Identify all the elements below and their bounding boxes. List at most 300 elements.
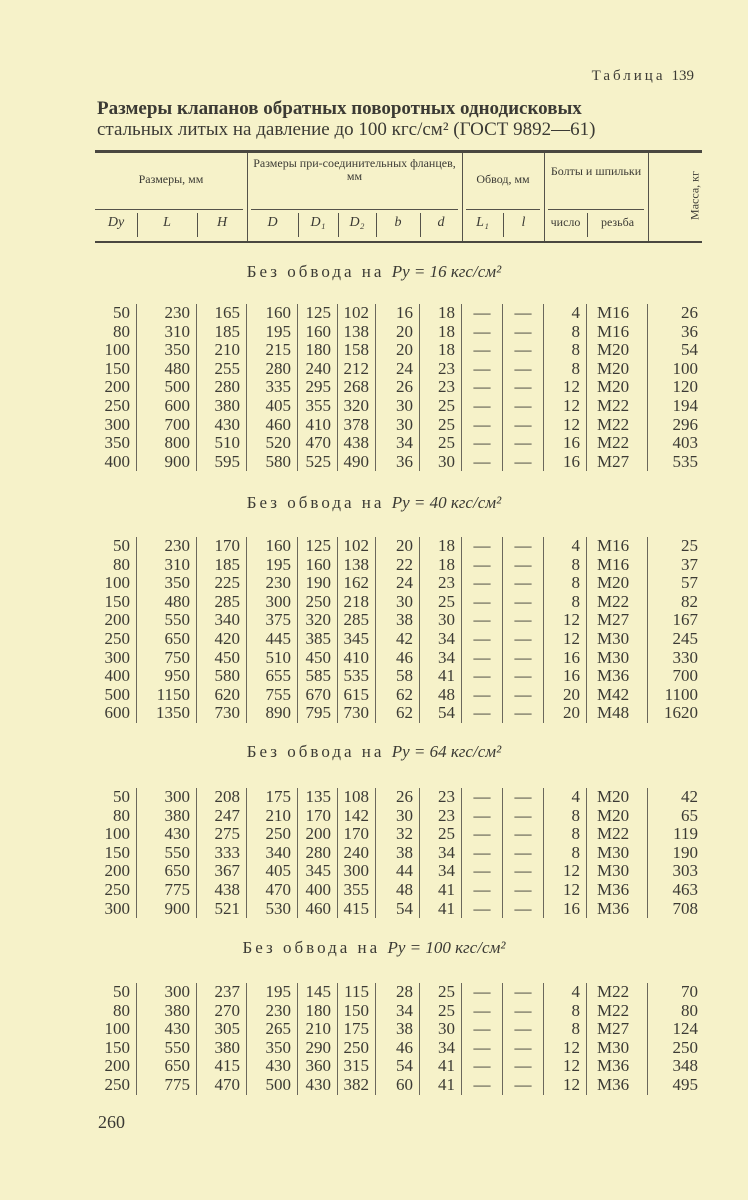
table-cell: 48: [420, 686, 462, 705]
table-cell: 12: [544, 1039, 587, 1058]
table-cell: 41: [420, 900, 462, 919]
table-cell: 16: [544, 667, 587, 686]
table-cell: 54: [376, 1057, 420, 1076]
table-cell: 350: [95, 434, 137, 453]
table-cell: 62: [376, 686, 420, 705]
table-cell: 30: [420, 1020, 462, 1039]
table-cell: 795: [298, 704, 338, 723]
table-cell: 550: [137, 1039, 197, 1058]
table-cell: —: [503, 1057, 544, 1076]
header-col: D₂: [349, 215, 365, 230]
table-cell: 900: [137, 900, 197, 919]
table-cell: 1150: [137, 686, 197, 705]
table-cell: М22: [587, 397, 648, 416]
table-cell: 600: [137, 397, 197, 416]
table-cell: 124: [672, 1019, 698, 1039]
table-cell: 180: [298, 341, 338, 360]
table-cell: —: [503, 537, 544, 556]
table-cell: 470: [298, 434, 338, 453]
table-cell: 500: [137, 378, 197, 397]
table-cell: М22: [587, 434, 648, 453]
table-cell: —: [462, 1076, 503, 1095]
table-cell: 490: [338, 453, 376, 472]
table-cell: 42: [681, 787, 698, 806]
table-cell: М36: [587, 1057, 648, 1076]
header-col: число: [550, 215, 581, 229]
table-cell: 12: [544, 416, 587, 435]
table-cell: 1350: [137, 704, 197, 723]
table-cell: 190: [298, 574, 338, 593]
table-cell: М20: [587, 360, 648, 379]
table-cell: 38: [376, 844, 420, 863]
table-cell: 430: [247, 1057, 298, 1076]
table-cell: 290: [298, 1039, 338, 1058]
table-cell: 82: [681, 591, 698, 611]
table-cell: 890: [247, 704, 298, 723]
table-cell: 41: [420, 1076, 462, 1095]
header-col: L₁: [476, 215, 489, 230]
table-cell: 215: [247, 341, 298, 360]
table-cell: —: [462, 1020, 503, 1039]
table-cell: 150: [95, 1039, 137, 1058]
table-cell: 333: [197, 844, 247, 863]
table-cell: М22: [587, 825, 648, 844]
table-cell: 180: [298, 1002, 338, 1021]
table-cell: —: [462, 1039, 503, 1058]
table-cell: М22: [587, 983, 648, 1002]
table-row: [95, 862, 702, 881]
table-cell: 135: [298, 788, 338, 807]
table-cell: 80: [95, 807, 137, 826]
table-cell: М36: [587, 1076, 648, 1095]
table-cell: 255: [197, 360, 247, 379]
table-cell: 58: [376, 667, 420, 686]
table-cell: 30: [376, 593, 420, 612]
table-cell: 120: [672, 377, 698, 397]
table-cell: 240: [298, 360, 338, 379]
table-cell: 350: [137, 574, 197, 593]
table-cell: 80: [681, 1000, 698, 1020]
table-cell: —: [503, 304, 544, 323]
table-cell: 438: [338, 434, 376, 453]
table-cell: —: [503, 900, 544, 919]
table-cell: 16: [544, 649, 587, 668]
table-cell: 340: [247, 844, 298, 863]
table-cell: 403: [672, 433, 698, 453]
table-row: [95, 1002, 702, 1021]
table-cell: 730: [338, 704, 376, 723]
table-cell: 30: [376, 807, 420, 826]
table-cell: 30: [376, 416, 420, 435]
table-cell: 25: [420, 983, 462, 1002]
table-cell: 670: [298, 686, 338, 705]
title-line-1: Размеры клапанов обратных поворотных однодисковых: [97, 98, 582, 119]
table-cell: 330: [672, 647, 698, 667]
table-row: [95, 378, 702, 397]
table-cell: 26: [376, 378, 420, 397]
table-row: [95, 537, 702, 556]
table-cell: 655: [247, 667, 298, 686]
table-cell: 8: [544, 341, 587, 360]
table-cell: М20: [587, 341, 648, 360]
table-row: [95, 844, 702, 863]
table-cell: 150: [95, 360, 137, 379]
table-cell: 20: [544, 704, 587, 723]
table-row: [95, 881, 702, 900]
table-cell: 50: [95, 304, 137, 323]
table-cell: —: [462, 360, 503, 379]
table-cell: 775: [137, 1076, 197, 1095]
table-cell: 4: [544, 983, 587, 1002]
table-cell: —: [462, 574, 503, 593]
table-cell: 138: [338, 556, 376, 575]
table-cell: —: [503, 360, 544, 379]
header-col: b: [394, 215, 402, 230]
section-title: [0, 742, 748, 762]
table-row: [95, 825, 702, 844]
table-cell: М16: [587, 556, 648, 575]
table-cell: 335: [247, 378, 298, 397]
caption-number: 139: [671, 68, 694, 84]
table-cell: 138: [338, 323, 376, 342]
table-cell: 150: [95, 593, 137, 612]
table-cell: 12: [544, 630, 587, 649]
table-cell: —: [462, 1057, 503, 1076]
table-cell: —: [503, 649, 544, 668]
header-mass: Масса, кг: [687, 171, 702, 220]
table-cell: 100: [95, 341, 137, 360]
table-cell: М22: [587, 416, 648, 435]
table-cell: 46: [376, 1039, 420, 1058]
table-row: [95, 556, 702, 575]
header-col: D₁: [310, 215, 326, 230]
table-cell: 158: [338, 341, 376, 360]
table-cell: 200: [95, 378, 137, 397]
table-cell: 250: [338, 1039, 376, 1058]
table-cell: 755: [247, 686, 298, 705]
section-rows: [95, 304, 702, 471]
table-cell: —: [503, 1039, 544, 1058]
table-row: [95, 574, 702, 593]
table-cell: 12: [544, 397, 587, 416]
header-col: d: [437, 215, 445, 230]
table-cell: М20: [587, 574, 648, 593]
section-title-text: Без обвода на: [246, 262, 385, 281]
table-cell: М30: [587, 844, 648, 863]
table-cell: 62: [376, 704, 420, 723]
table-cell: 430: [298, 1076, 338, 1095]
table-cell: —: [462, 807, 503, 826]
table-cell: 367: [197, 862, 247, 881]
table-cell: 295: [298, 378, 338, 397]
table-cell: 950: [137, 667, 197, 686]
table-cell: 38: [376, 611, 420, 630]
table-cell: 380: [137, 807, 197, 826]
table-cell: —: [462, 611, 503, 630]
table-cell: 4: [544, 788, 587, 807]
table-cell: 285: [338, 611, 376, 630]
table-cell: 162: [338, 574, 376, 593]
table-row: [95, 1020, 702, 1039]
table-cell: —: [462, 983, 503, 1002]
table-cell: 345: [338, 630, 376, 649]
table-cell: —: [503, 378, 544, 397]
table-cell: 460: [247, 416, 298, 435]
table-cell: 25: [420, 825, 462, 844]
table-cell: 24: [376, 360, 420, 379]
table-cell: 303: [672, 861, 698, 881]
table-cell: 8: [544, 574, 587, 593]
table-cell: 16: [376, 304, 420, 323]
table-cell: М20: [587, 807, 648, 826]
section-title: [0, 262, 748, 282]
table-cell: 48: [376, 881, 420, 900]
table-cell: 285: [197, 593, 247, 612]
table-cell: 194: [672, 395, 698, 415]
table-cell: 250: [95, 881, 137, 900]
table-cell: —: [503, 1002, 544, 1021]
table-cell: 400: [298, 881, 338, 900]
section-title-text: Без обвода на: [242, 938, 381, 957]
table-cell: 80: [95, 556, 137, 575]
table-cell: 160: [298, 323, 338, 342]
table-cell: 170: [298, 807, 338, 826]
section-title-text: Без обвода на: [246, 742, 385, 761]
table-cell: 420: [197, 630, 247, 649]
table-cell: 275: [197, 825, 247, 844]
table-cell: —: [462, 453, 503, 472]
table-cell: 100: [95, 1020, 137, 1039]
table-cell: 230: [247, 574, 298, 593]
table-row: [95, 416, 702, 435]
header-col: D: [267, 215, 278, 230]
table-cell: 30: [420, 453, 462, 472]
table-cell: 160: [247, 537, 298, 556]
table-cell: 521: [197, 900, 247, 919]
table-cell: 54: [681, 340, 698, 360]
table-cell: 445: [247, 630, 298, 649]
table-cell: 16: [544, 453, 587, 472]
table-cell: —: [462, 881, 503, 900]
table-cell: М30: [587, 862, 648, 881]
table-cell: 8: [544, 360, 587, 379]
table-cell: 355: [338, 881, 376, 900]
section-pressure: Pу = 100 кгс/см²: [387, 938, 506, 957]
table-cell: —: [503, 397, 544, 416]
table-cell: —: [503, 556, 544, 575]
table-cell: 20: [376, 323, 420, 342]
table-cell: 348: [672, 1056, 698, 1076]
table-cell: 185: [197, 323, 247, 342]
table-cell: 438: [197, 881, 247, 900]
table-cell: 550: [137, 611, 197, 630]
table-cell: 8: [544, 807, 587, 826]
table-cell: 200: [95, 611, 137, 630]
table-cell: 550: [137, 844, 197, 863]
table-cell: 210: [197, 341, 247, 360]
table-row: [95, 1039, 702, 1058]
table-cell: 525: [298, 453, 338, 472]
table-row: [95, 667, 702, 686]
table-cell: 18: [420, 304, 462, 323]
table-cell: —: [503, 807, 544, 826]
title-line-2: стальных литых на давление до 100 кгс/см² (ГОСТ 9892—61): [97, 119, 596, 140]
table-cell: 730: [197, 704, 247, 723]
table-cell: М22: [587, 593, 648, 612]
table-cell: —: [503, 1020, 544, 1039]
table-cell: 380: [137, 1002, 197, 1021]
table-cell: М27: [587, 453, 648, 472]
table-cell: 320: [298, 611, 338, 630]
table-cell: 8: [544, 556, 587, 575]
table-cell: 170: [197, 537, 247, 556]
table-cell: 167: [672, 610, 698, 630]
table-cell: 775: [137, 881, 197, 900]
table-cell: 195: [247, 983, 298, 1002]
table-row: [95, 788, 702, 807]
table-row: [95, 807, 702, 826]
header-group-flanges: Размеры при-соединительных фланцев, мм: [253, 156, 456, 183]
table-cell: 700: [672, 666, 698, 686]
table-cell: 360: [298, 1057, 338, 1076]
table-cell: 28: [376, 983, 420, 1002]
table-cell: 44: [376, 862, 420, 881]
table-cell: 18: [420, 323, 462, 342]
table-cell: 50: [95, 788, 137, 807]
table-cell: 230: [137, 304, 197, 323]
table-cell: 60: [376, 1076, 420, 1095]
table-cell: 26: [681, 303, 698, 322]
table-cell: 8: [544, 825, 587, 844]
table-cell: —: [462, 416, 503, 435]
section-pressure: Pу = 64 кгс/см²: [391, 742, 502, 761]
table-cell: 195: [247, 323, 298, 342]
table-cell: М27: [587, 611, 648, 630]
table-cell: 80: [95, 1002, 137, 1021]
table-cell: 380: [197, 397, 247, 416]
table-cell: 210: [247, 807, 298, 826]
table-row: [95, 704, 702, 723]
table-cell: 268: [338, 378, 376, 397]
table-cell: —: [462, 788, 503, 807]
table-cell: 585: [298, 667, 338, 686]
table-cell: 580: [197, 667, 247, 686]
table-cell: 25: [420, 593, 462, 612]
section-rows: [95, 983, 702, 1095]
table-cell: 125: [298, 537, 338, 556]
table-cell: 430: [137, 1020, 197, 1039]
table-cell: 1100: [664, 684, 698, 704]
table-cell: 34: [420, 1039, 462, 1058]
table-cell: 25: [420, 416, 462, 435]
table-cell: 12: [544, 862, 587, 881]
table-cell: 54: [376, 900, 420, 919]
table-cell: —: [503, 686, 544, 705]
table-row: [95, 397, 702, 416]
table-cell: 30: [420, 611, 462, 630]
table-cell: 20: [376, 341, 420, 360]
table-cell: 480: [137, 360, 197, 379]
table-cell: М16: [587, 537, 648, 556]
table-cell: 535: [338, 667, 376, 686]
table-cell: М16: [587, 304, 648, 323]
table-cell: 8: [544, 593, 587, 612]
table-cell: —: [462, 649, 503, 668]
table-cell: 102: [338, 304, 376, 323]
table-row: [95, 360, 702, 379]
table-cell: 700: [137, 416, 197, 435]
table-cell: 450: [298, 649, 338, 668]
table-cell: 280: [298, 844, 338, 863]
table-row: [95, 341, 702, 360]
table-cell: 34: [420, 844, 462, 863]
table-cell: М30: [587, 630, 648, 649]
header-group-bolts: Болты и шпильки: [550, 164, 642, 178]
table-row: [95, 1057, 702, 1076]
table-cell: —: [462, 900, 503, 919]
table-cell: 200: [95, 1057, 137, 1076]
table-cell: 305: [197, 1020, 247, 1039]
table-cell: —: [503, 574, 544, 593]
table-cell: 212: [338, 360, 376, 379]
table-cell: 340: [197, 611, 247, 630]
table-cell: 18: [420, 556, 462, 575]
table-cell: —: [503, 667, 544, 686]
table-header: [95, 150, 702, 243]
table-cell: 1620: [664, 703, 698, 723]
table-cell: 296: [672, 414, 698, 434]
header-col: резьба: [600, 215, 635, 229]
table-cell: М42: [587, 686, 648, 705]
table-cell: 50: [95, 983, 137, 1002]
table-cell: —: [503, 881, 544, 900]
table-cell: 415: [197, 1057, 247, 1076]
table-cell: 415: [338, 900, 376, 919]
table-cell: 900: [137, 453, 197, 472]
table-cell: 300: [247, 593, 298, 612]
table-cell: 240: [338, 844, 376, 863]
table-row: [95, 900, 702, 919]
table-cell: 16: [544, 434, 587, 453]
section-rows: [95, 537, 702, 723]
table-cell: 375: [247, 611, 298, 630]
section-pressure: Pу = 16 кгс/см²: [391, 262, 502, 281]
table-cell: —: [462, 825, 503, 844]
table-cell: М36: [587, 667, 648, 686]
table-cell: —: [503, 788, 544, 807]
table-cell: —: [503, 323, 544, 342]
table-cell: 12: [544, 881, 587, 900]
table-cell: 70: [681, 982, 698, 1001]
table-cell: 382: [338, 1076, 376, 1095]
table-cell: 34: [420, 649, 462, 668]
table-cell: —: [503, 453, 544, 472]
table-cell: —: [462, 667, 503, 686]
page-number: 260: [98, 1112, 125, 1132]
table-cell: 280: [247, 360, 298, 379]
table-cell: 250: [247, 825, 298, 844]
table-cell: —: [462, 704, 503, 723]
table-cell: 23: [420, 360, 462, 379]
table-cell: —: [503, 825, 544, 844]
caption-label: Таблица: [591, 68, 666, 84]
table-cell: 270: [197, 1002, 247, 1021]
table-cell: 250: [672, 1037, 698, 1057]
table-cell: 46: [376, 649, 420, 668]
table-cell: —: [462, 304, 503, 323]
table-cell: 480: [137, 593, 197, 612]
table-cell: —: [503, 341, 544, 360]
